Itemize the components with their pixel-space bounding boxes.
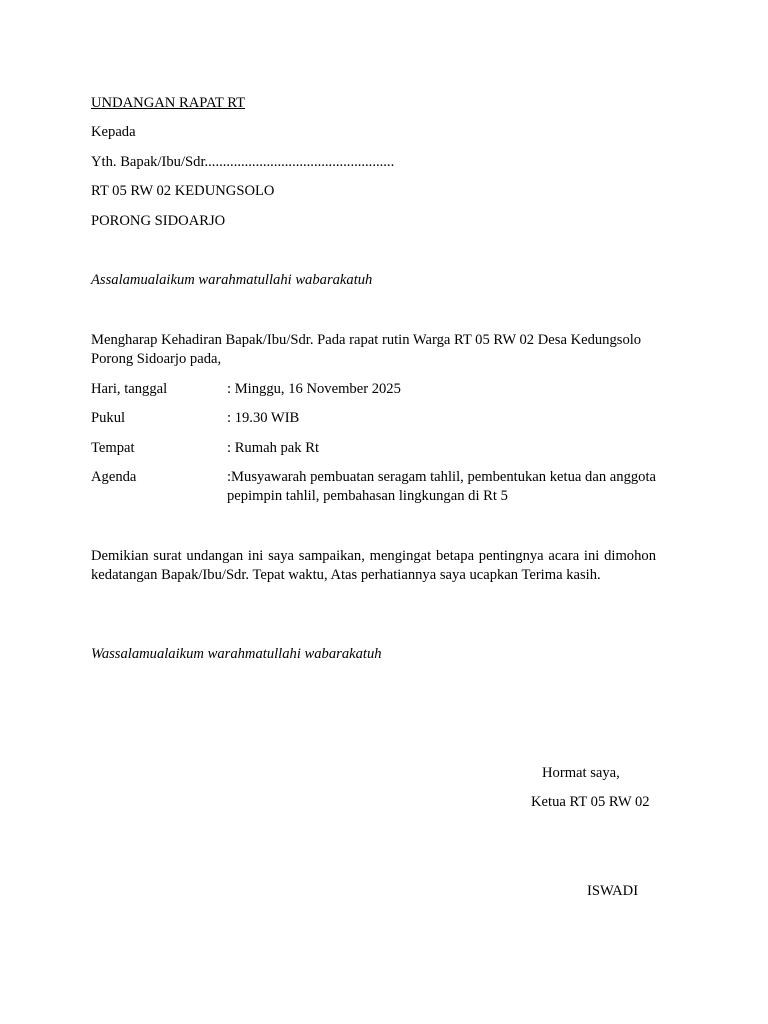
farewell: Wassalamualaikum warahmatullahi wabarakatuh (91, 646, 382, 662)
detail-value-date: : Minggu, 16 November 2025 (227, 381, 401, 397)
detail-label-date: Hari, tanggal (91, 381, 168, 397)
signature-name: ISWADI (587, 883, 639, 899)
detail-row-place (91, 439, 656, 458)
detail-row-date (91, 380, 656, 399)
address-line-2: PORONG SIDOARJO (91, 213, 226, 229)
letter-title: UNDANGAN RAPAT RT (91, 95, 246, 111)
closing-paragraph: Demikian surat undangan ini saya sampaikan, mengingat betapa pentingnya acara ini dimohon kedatangan Bapak/Ibu/Sdr. Tepat waktu, Atas perhatiannya saya ucapkan Terima kasih. (91, 548, 656, 583)
address-recipient: Yth. Bapak/Ibu/Sdr.................................................... (91, 154, 395, 170)
detail-row-agenda (91, 468, 656, 504)
detail-value-place: : Rumah pak Rt (227, 440, 320, 456)
detail-row-time (91, 409, 656, 428)
detail-label-agenda: Agenda (91, 469, 137, 485)
address-to: Kepada (91, 124, 136, 140)
intro-paragraph: Mengharap Kehadiran Bapak/Ibu/Sdr. Pada rapat rutin Warga RT 05 RW 02 Desa Kedungsolo Porong Sidoarjo pada, (91, 332, 642, 367)
detail-value-agenda: :Musyawarah pembuatan seragam tahlil, pembentukan ketua dan anggota pepimpin tahlil, pembahasan lingkungan di Rt 5 (227, 469, 656, 504)
greeting: Assalamualaikum warahmatullahi wabarakatuh (91, 272, 373, 288)
detail-label-time: Pukul (91, 410, 126, 426)
address-line-1: RT 05 RW 02 KEDUNGSOLO (91, 183, 275, 199)
signature-regards: Hormat saya, (542, 765, 620, 781)
detail-value-time: : 19.30 WIB (227, 410, 300, 426)
signature-position: Ketua RT 05 RW 02 (531, 794, 650, 810)
detail-label-place: Tempat (91, 440, 135, 456)
